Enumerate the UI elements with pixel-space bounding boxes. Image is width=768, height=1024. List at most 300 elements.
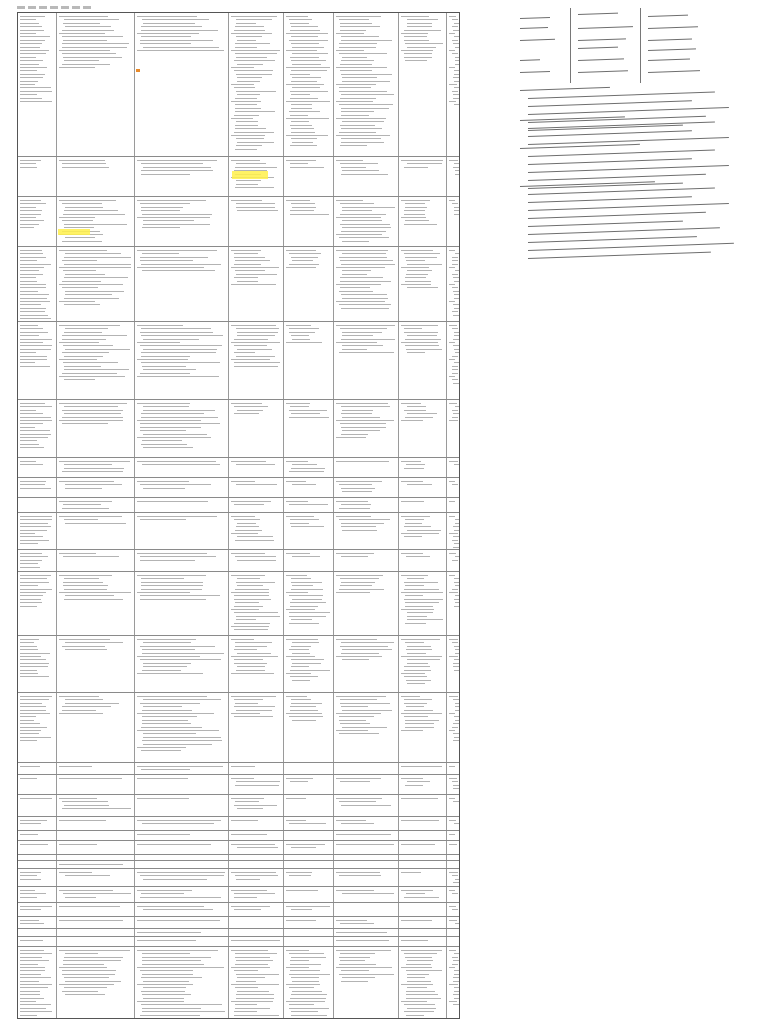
text-line [141, 174, 190, 175]
table-cell [134, 322, 228, 399]
text-line [234, 257, 265, 258]
text-line [286, 501, 308, 502]
text-line [20, 733, 39, 734]
handwriting-stroke [528, 165, 729, 173]
table-cell [446, 157, 460, 196]
text-line [401, 50, 433, 51]
table-cell [56, 478, 134, 497]
table-cell [333, 197, 398, 246]
text-line [231, 834, 267, 835]
text-line [142, 960, 201, 961]
text-line [231, 533, 258, 534]
text-line [231, 160, 260, 161]
text-line [454, 281, 460, 282]
text-line [455, 879, 460, 880]
text-line [286, 160, 316, 161]
text-line [289, 417, 329, 418]
text-line [454, 207, 460, 208]
handwriting-stroke [528, 149, 715, 157]
text-line [290, 519, 319, 520]
text-line [234, 1015, 279, 1016]
text-line [401, 250, 433, 251]
text-line [20, 36, 50, 37]
text-line [290, 606, 318, 607]
text-line [20, 291, 38, 292]
text-line [339, 508, 370, 509]
text-line [339, 589, 384, 590]
text-line [291, 203, 315, 204]
text-line [336, 950, 391, 951]
text-line [286, 673, 311, 674]
text-line [20, 578, 47, 579]
text-line [59, 403, 127, 404]
text-line [143, 23, 195, 24]
text-line [336, 481, 382, 482]
text-line [407, 683, 425, 684]
text-line [235, 785, 279, 786]
handwriting-stroke [528, 107, 729, 115]
text-line [340, 145, 367, 146]
text-line [20, 277, 36, 278]
text-line [286, 325, 311, 326]
table-cell [333, 572, 398, 635]
text-line [289, 875, 311, 876]
text-line [405, 203, 425, 204]
text-line [235, 270, 265, 271]
text-line [59, 639, 110, 640]
text-line [292, 642, 319, 643]
text-line [455, 649, 460, 650]
text-line [59, 553, 96, 554]
text-line [20, 40, 45, 41]
handwriting-stroke [520, 87, 610, 91]
text-line [289, 19, 312, 20]
text-line [340, 23, 372, 24]
text-line [286, 135, 328, 136]
text-line [235, 875, 278, 876]
text-line [143, 339, 199, 340]
text-line [404, 536, 422, 537]
text-line [236, 184, 258, 185]
text-line [407, 616, 427, 617]
text-line [449, 342, 455, 343]
text-line [20, 676, 49, 677]
table-cell [228, 400, 283, 457]
text-line [234, 649, 257, 650]
text-line [341, 427, 386, 428]
text-line [342, 81, 390, 82]
text-line [453, 882, 459, 883]
text-line [291, 94, 310, 95]
text-line [234, 264, 261, 265]
text-line [20, 33, 36, 34]
text-line [342, 491, 372, 492]
text-line [234, 629, 268, 630]
text-line [406, 970, 442, 971]
text-line [342, 207, 395, 208]
text-line [64, 468, 124, 469]
text-line [336, 250, 388, 251]
text-line [449, 639, 458, 640]
text-line [231, 766, 255, 767]
text-line [336, 284, 381, 285]
text-line [143, 349, 217, 350]
text-line [342, 332, 382, 333]
text-line [291, 257, 318, 258]
text-line [341, 582, 375, 583]
table-cell [228, 869, 283, 886]
text-line [341, 115, 369, 116]
text-line [231, 135, 265, 136]
text-line [143, 744, 212, 745]
text-line [64, 369, 129, 370]
text-line [141, 36, 191, 37]
table-cell [134, 929, 228, 936]
text-line [401, 461, 421, 462]
text-line [64, 257, 131, 258]
text-line [339, 47, 376, 48]
text-line [405, 519, 424, 520]
text-line [62, 373, 117, 374]
text-line [286, 267, 316, 268]
text-line [404, 468, 424, 469]
text-line [231, 284, 276, 285]
text-line [404, 224, 437, 225]
text-line [20, 311, 45, 312]
handwriting-stroke [528, 196, 692, 203]
text-line [62, 43, 129, 44]
handwriting-stroke [648, 26, 698, 29]
text-line [137, 820, 221, 821]
text-line [142, 710, 192, 711]
text-line [237, 64, 263, 65]
handwriting-stroke [528, 236, 697, 243]
text-line [234, 716, 273, 717]
text-line [236, 484, 277, 485]
text-line [339, 875, 381, 876]
text-line [142, 740, 222, 741]
text-line [404, 676, 427, 677]
text-line [231, 501, 271, 502]
text-line [20, 585, 38, 586]
text-line [20, 23, 39, 24]
text-line [62, 47, 127, 48]
text-line [59, 160, 105, 161]
text-line [454, 599, 460, 600]
text-line [336, 967, 392, 968]
text-line [404, 36, 427, 37]
text-line [342, 727, 387, 728]
text-line [143, 699, 221, 700]
text-line [292, 64, 321, 65]
text-line [59, 325, 120, 326]
text-line [449, 420, 458, 421]
text-line [336, 516, 371, 517]
text-line [453, 345, 459, 346]
text-line [336, 200, 363, 201]
text-line [20, 64, 39, 65]
text-line [291, 128, 314, 129]
table-cell [333, 550, 398, 571]
text-line [340, 923, 374, 924]
text-line [449, 376, 455, 377]
text-line [454, 23, 460, 24]
table-cell [228, 841, 283, 854]
text-line [449, 967, 455, 968]
text-line [20, 339, 52, 340]
table-cell [18, 887, 56, 902]
text-line [20, 592, 46, 593]
text-line [64, 987, 107, 988]
text-line [137, 834, 190, 835]
text-line [237, 335, 275, 336]
text-line [231, 16, 277, 17]
table-cell [333, 795, 398, 816]
text-line [453, 699, 459, 700]
text-line [286, 656, 315, 657]
text-line [405, 606, 433, 607]
text-line [142, 1011, 225, 1012]
text-line [453, 785, 459, 786]
table-cell [56, 636, 134, 692]
text-line [336, 592, 370, 593]
text-line [452, 540, 458, 541]
text-line [291, 26, 318, 27]
text-line [20, 53, 46, 54]
text-line [237, 991, 269, 992]
text-line [234, 612, 278, 613]
text-line [137, 890, 192, 891]
text-line [62, 646, 105, 647]
text-line [137, 16, 197, 17]
text-line [59, 696, 99, 697]
text-line [455, 47, 460, 48]
text-line [291, 43, 319, 44]
text-line [20, 224, 39, 225]
text-line [401, 501, 424, 502]
text-line [140, 556, 216, 557]
table-cell [333, 13, 398, 156]
text-line [340, 578, 379, 579]
text-line [452, 379, 458, 380]
text-line [454, 332, 460, 333]
text-line [407, 23, 432, 24]
table-cell [228, 887, 283, 902]
text-line [20, 696, 52, 697]
text-line [62, 203, 102, 204]
text-line [137, 267, 204, 268]
text-line [20, 167, 37, 168]
table-cell [446, 817, 460, 830]
text-line [341, 174, 388, 175]
text-line [236, 879, 260, 880]
table-cell [333, 817, 398, 830]
text-line [405, 595, 423, 596]
text-line [406, 706, 424, 707]
text-line [141, 264, 221, 265]
text-line [236, 981, 256, 982]
text-line [452, 274, 458, 275]
text-line [342, 417, 380, 418]
text-line [291, 108, 312, 109]
text-line [449, 101, 456, 102]
text-line [62, 53, 116, 54]
text-line [20, 991, 40, 992]
table-cell [18, 157, 56, 196]
text-line [20, 16, 45, 17]
text-line [20, 420, 52, 421]
text-line [236, 526, 259, 527]
text-line [336, 844, 394, 845]
text-line [449, 778, 457, 779]
text-line [404, 716, 428, 717]
text-line [141, 362, 220, 363]
text-line [404, 599, 443, 600]
text-line [141, 328, 211, 329]
table-cell [398, 550, 446, 571]
text-line [137, 592, 190, 593]
text-line [449, 50, 455, 51]
text-line [342, 345, 383, 346]
table-cell [134, 550, 228, 571]
text-line [289, 987, 314, 988]
text-line [231, 325, 276, 326]
text-line [235, 53, 277, 54]
text-line [20, 575, 51, 576]
text-line [20, 820, 47, 821]
text-line [453, 801, 459, 802]
text-line [137, 516, 217, 517]
text-line [234, 519, 260, 520]
text-line [292, 556, 320, 557]
text-line [237, 281, 258, 282]
text-line [405, 339, 441, 340]
text-line [235, 98, 257, 99]
table-cell [56, 887, 134, 902]
table-cell [283, 795, 333, 816]
text-line [20, 957, 42, 958]
text-line [141, 444, 187, 445]
text-line [231, 844, 275, 845]
table-cell [18, 861, 56, 868]
text-line [20, 536, 43, 537]
text-line [342, 57, 367, 58]
text-line [339, 304, 391, 305]
text-line [20, 335, 39, 336]
text-line [454, 578, 460, 579]
text-line [20, 413, 43, 414]
text-line [340, 214, 386, 215]
table-cell [333, 498, 398, 512]
table-cell [446, 693, 460, 762]
text-line [235, 646, 267, 647]
table-cell [283, 831, 333, 840]
text-line [453, 383, 459, 384]
text-line [62, 335, 127, 336]
table-cell [446, 903, 460, 916]
text-line [286, 592, 308, 593]
text-line [454, 36, 460, 37]
text-line [137, 713, 214, 714]
text-line [143, 369, 196, 370]
text-line [404, 328, 422, 329]
text-line [453, 413, 459, 414]
text-line [407, 981, 431, 982]
text-line [141, 1004, 222, 1005]
table-row [18, 774, 459, 794]
text-line [405, 785, 423, 786]
text-line [137, 730, 219, 731]
text-line [453, 315, 459, 316]
text-line [142, 227, 180, 228]
text-line [342, 977, 375, 978]
text-line [292, 991, 322, 992]
text-line [137, 342, 180, 343]
text-line [65, 981, 121, 982]
table-cell [283, 693, 333, 762]
text-line [231, 798, 264, 799]
note-divider [640, 8, 641, 83]
text-line [401, 730, 423, 731]
text-line [137, 747, 186, 748]
text-line [137, 1001, 184, 1002]
text-line [234, 277, 258, 278]
text-line [64, 264, 131, 265]
text-line [235, 1004, 257, 1005]
text-line [290, 214, 329, 215]
text-line [286, 609, 315, 610]
text-line [142, 720, 188, 721]
text-line [341, 108, 389, 109]
table-cell [134, 887, 228, 902]
text-line [234, 659, 263, 660]
text-line [340, 723, 370, 724]
text-line [292, 981, 319, 982]
text-line [401, 950, 442, 951]
text-line [20, 227, 34, 228]
text-line [236, 138, 264, 139]
text-line [64, 210, 118, 211]
handwriting-stroke [528, 212, 706, 219]
text-line [231, 553, 265, 554]
text-line [454, 530, 460, 531]
reference-table [17, 12, 460, 1019]
text-line [454, 294, 460, 295]
text-line [137, 160, 217, 161]
text-line [20, 43, 42, 44]
text-line [235, 953, 277, 954]
text-line [59, 575, 112, 576]
text-line [141, 727, 202, 728]
text-line [290, 602, 326, 603]
table-row [18, 928, 459, 936]
text-line [449, 481, 455, 482]
table-cell [18, 636, 56, 692]
text-line [455, 519, 460, 520]
table-row [18, 936, 459, 946]
text-line [20, 987, 48, 988]
text-line [20, 844, 48, 845]
text-line [59, 890, 113, 891]
text-line [339, 53, 387, 54]
text-line [342, 893, 394, 894]
text-line [291, 619, 312, 620]
text-line [455, 706, 460, 707]
text-line [142, 253, 179, 254]
text-line [63, 964, 104, 965]
text-line [290, 781, 308, 782]
text-line [20, 98, 42, 99]
